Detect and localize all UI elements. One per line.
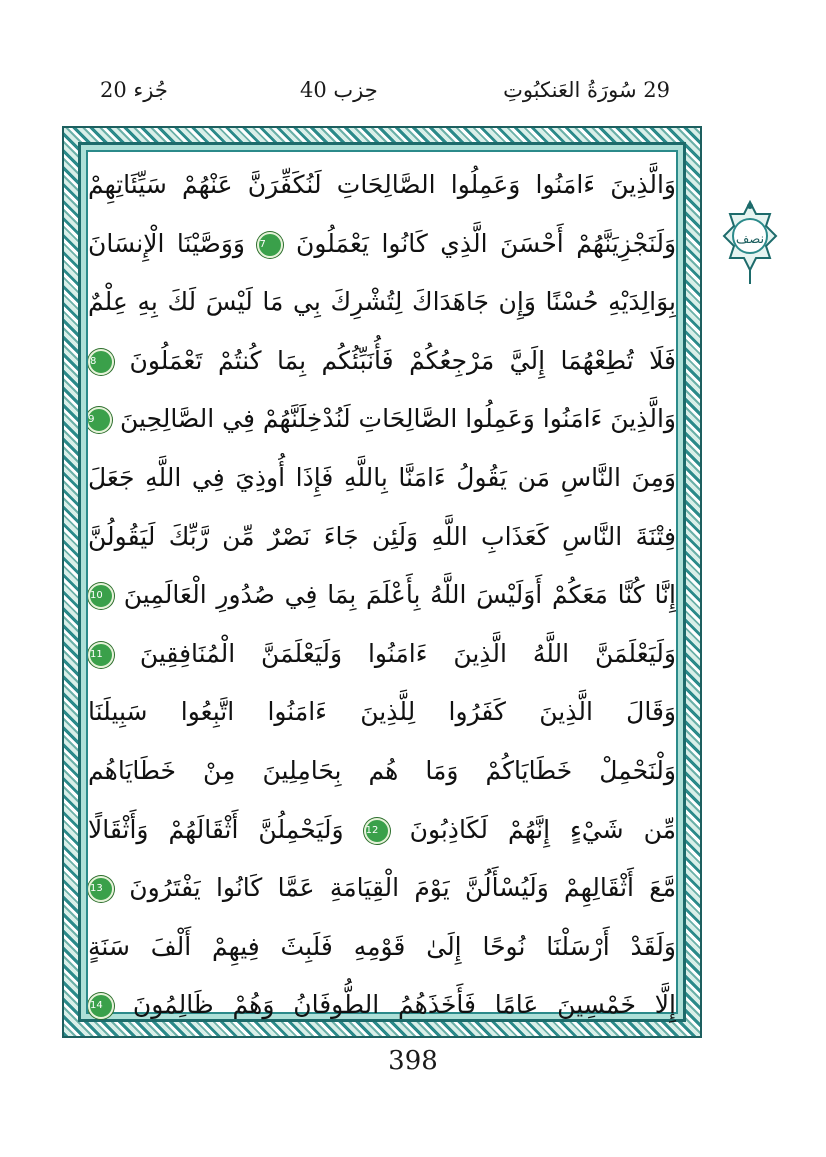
text-line: [88, 683, 676, 742]
surah-label: 29 سُورَةُ العَنكبُوتِ: [503, 78, 670, 102]
quran-text: [88, 156, 676, 1035]
verse-text: وَمِنَ النَّاسِ مَن يَقُولُ ءَامَنَّا بِاللَّهِ فَإِذَا أُوذِيَ فِي اللَّهِ جَعَلَ: [88, 462, 676, 492]
text-line: [88, 273, 676, 332]
ayah-number-marker: 12: [364, 818, 390, 844]
verse-text: وَلَيَحْمِلُنَّ أَثْقَالَهُمْ وَأَثْقَالًا: [88, 814, 344, 844]
verse-text: وَوَصَّيْنَا الْإِنسَانَ: [88, 228, 245, 258]
ayah-number-marker: 8: [88, 349, 114, 375]
ayah-number-marker: 9: [88, 407, 112, 433]
half-hizb-marker: [722, 200, 778, 286]
verse-text: وَلَنَجْزِيَنَّهُمْ أَحْسَنَ الَّذِي كَانُوا يَعْمَلُونَ: [295, 228, 676, 258]
ayah-number-marker: 11: [88, 642, 114, 668]
text-line: [88, 156, 676, 215]
verse-text: مِّن شَيْءٍ إِنَّهُمْ لَكَاذِبُونَ: [409, 814, 676, 844]
text-line: [88, 801, 676, 860]
text-line: [88, 215, 676, 274]
verse-text: فَلَا تُطِعْهُمَا إِلَيَّ مَرْجِعُكُمْ فَأُنَبِّئُكُم بِمَا كُنتُمْ تَعْمَلُونَ: [129, 345, 676, 375]
text-line: [88, 918, 676, 977]
text-line: [88, 390, 676, 449]
marker-label: نصف: [735, 232, 765, 247]
text-line: [88, 742, 676, 801]
verse-text: وَلْنَحْمِلْ خَطَايَاكُمْ وَمَا هُم بِحَامِلِينَ مِنْ خَطَايَاهُم: [88, 755, 676, 785]
ayah-number-marker: 14: [88, 993, 114, 1019]
ayah-number-marker: 7: [257, 232, 283, 258]
verse-text: إِنَّا كُنَّا مَعَكُمْ أَوَلَيْسَ اللَّهُ بِأَعْلَمَ بِمَا فِي صُدُورِ الْعَالَمِينَ: [123, 580, 676, 610]
page-number: 398: [388, 1046, 438, 1076]
verse-text: وَلَقَدْ أَرْسَلْنَا نُوحًا إِلَىٰ قَوْمِهِ فَلَبِثَ فِيهِمْ أَلْفَ سَنَةٍ: [88, 931, 676, 961]
verse-text: بِوَالِدَيْهِ حُسْنًا وَإِن جَاهَدَاكَ لِتُشْرِكَ بِي مَا لَيْسَ لَكَ بِهِ عِلْمٌ: [88, 287, 676, 317]
verse-text: وَالَّذِينَ ءَامَنُوا وَعَمِلُوا الصَّالِحَاتِ لَنُكَفِّرَنَّ عَنْهُمْ سَيِّئَاتِهِمْ: [88, 170, 676, 199]
verse-text: وَالَّذِينَ ءَامَنُوا وَعَمِلُوا الصَّالِحَاتِ لَنُدْخِلَنَّهُمْ فِي الصَّالِحِينَ: [120, 404, 676, 434]
verse-text: مَّعَ أَثْقَالِهِمْ وَلَيُسْأَلُنَّ يَوْمَ الْقِيَامَةِ عَمَّا كَانُوا يَفْتَرُونَ: [129, 873, 676, 903]
ayah-number-marker: 13: [88, 876, 114, 902]
verse-text: وَقَالَ الَّذِينَ كَفَرُوا لِلَّذِينَ ءَامَنُوا اتَّبِعُوا سَبِيلَنَا: [88, 697, 676, 727]
page-header: [90, 78, 670, 114]
text-line: [88, 976, 676, 1035]
verse-text: وَلَيَعْلَمَنَّ اللَّهُ الَّذِينَ ءَامَنُوا وَلَيَعْلَمَنَّ الْمُنَافِقِينَ: [139, 638, 676, 668]
ayah-number-marker: 10: [88, 583, 114, 609]
text-line: [88, 859, 676, 918]
text-line: [88, 566, 676, 625]
text-line: [88, 625, 676, 684]
text-line: [88, 332, 676, 391]
hizb-label: حِزب 40: [300, 78, 378, 102]
verse-text: إِلَّا خَمْسِينَ عَامًا فَأَخَذَهُمُ الطُّوفَانُ وَهُمْ ظَالِمُونَ: [132, 990, 676, 1020]
text-line: [88, 449, 676, 508]
text-line: [88, 508, 676, 567]
verse-text: فِتْنَةَ النَّاسِ كَعَذَابِ اللَّهِ وَلَئِن جَاءَ نَصْرٌ مِّن رَّبِّكَ لَيَقُولُنَّ: [88, 521, 676, 551]
juz-label: جُزء 20: [100, 78, 168, 102]
